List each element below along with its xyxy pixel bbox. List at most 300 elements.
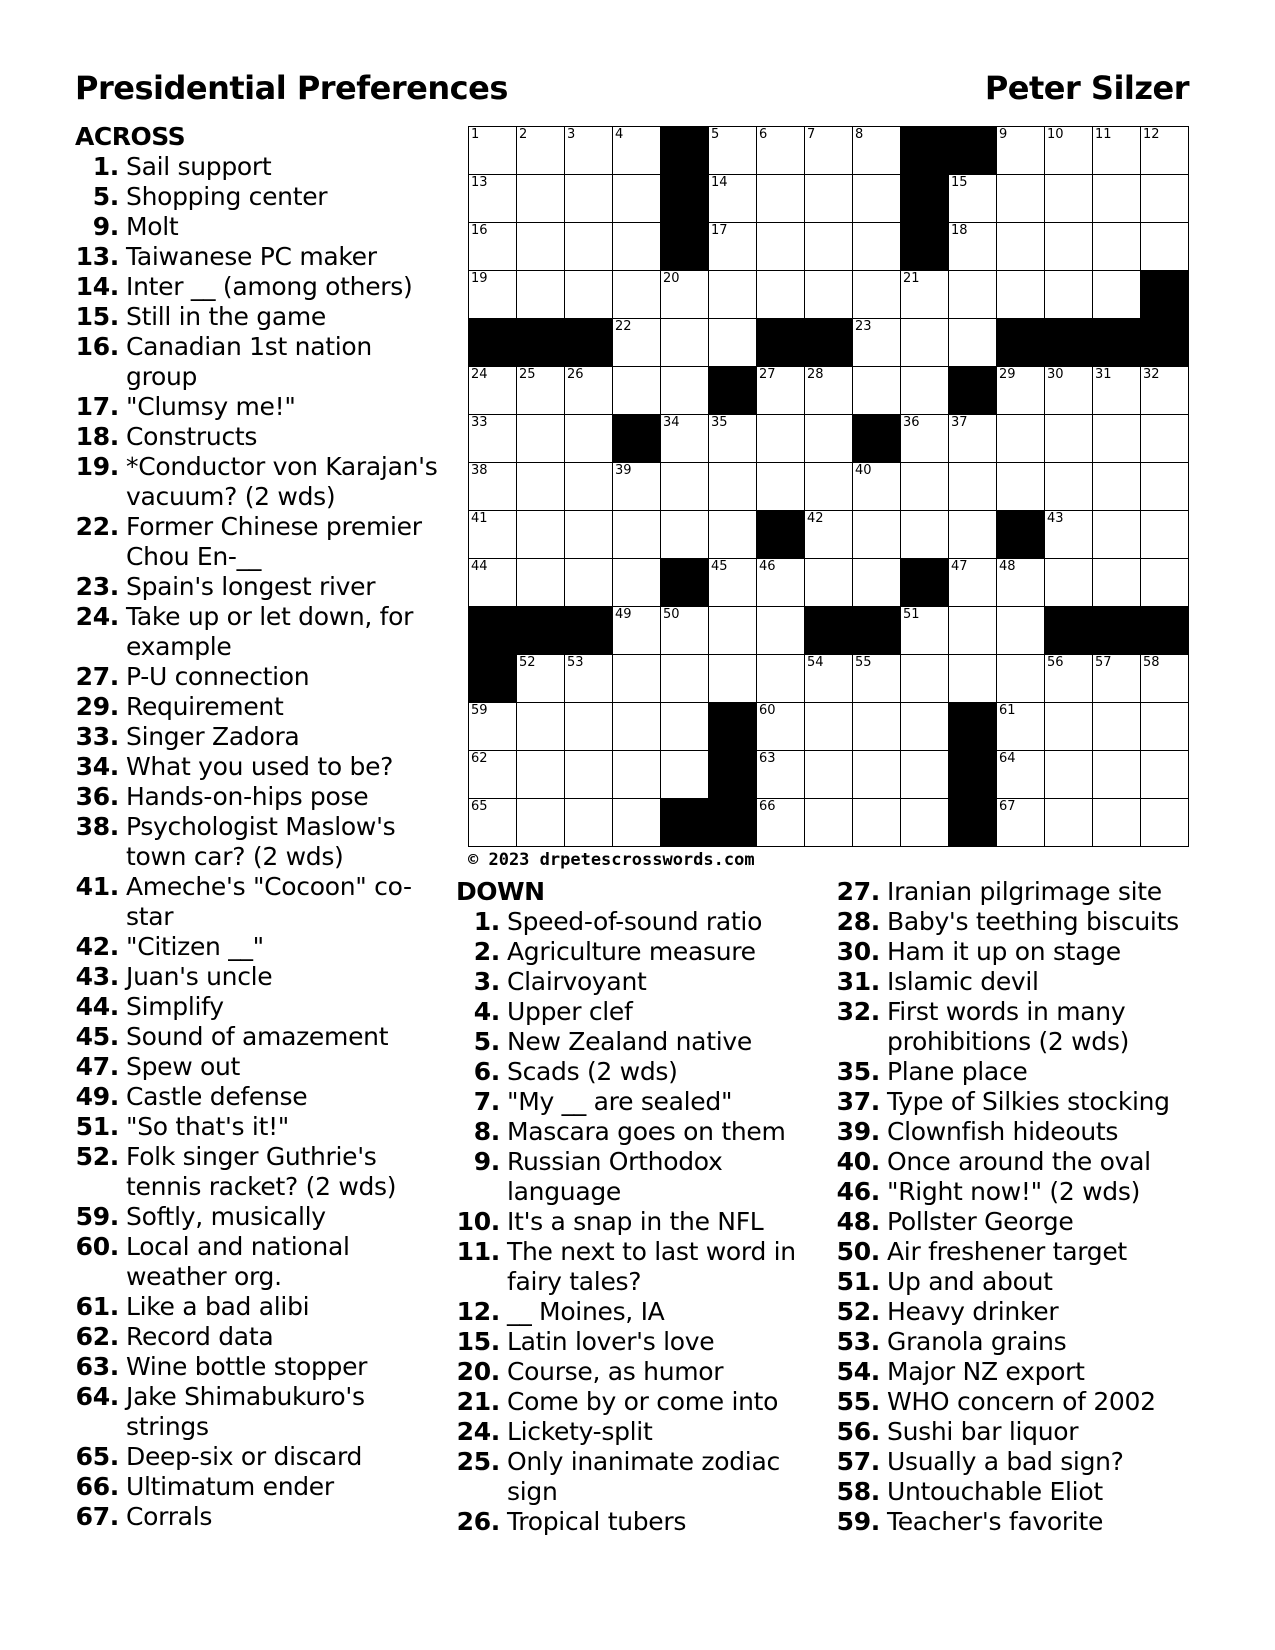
- clue-text: Jake Shimabukuro's strings: [126, 1382, 365, 1441]
- grid-cell[interactable]: [613, 751, 661, 799]
- grid-cell[interactable]: [853, 127, 901, 175]
- cell-number: 29: [999, 367, 1016, 382]
- grid-cell[interactable]: [997, 559, 1045, 607]
- clue-number: 30.: [836, 937, 880, 966]
- grid-cell[interactable]: [805, 463, 853, 511]
- cell-number: 45: [711, 559, 728, 574]
- clue-number: 10.: [456, 1207, 500, 1236]
- grid-cell[interactable]: [709, 319, 757, 367]
- grid-cell[interactable]: [1093, 127, 1141, 175]
- grid-cell[interactable]: [613, 223, 661, 271]
- grid-cell[interactable]: [661, 319, 709, 367]
- grid-cell[interactable]: [1045, 271, 1093, 319]
- clue-text: Teacher's favorite: [887, 1507, 1104, 1536]
- grid-cell[interactable]: [757, 655, 805, 703]
- grid-cell[interactable]: [661, 655, 709, 703]
- grid-cell[interactable]: [517, 223, 565, 271]
- grid-cell[interactable]: [805, 367, 853, 415]
- clue-text: Still in the game: [126, 302, 326, 331]
- grid-cell[interactable]: [1093, 655, 1141, 703]
- clue-item: [456, 1117, 816, 1147]
- grid-cell[interactable]: [901, 607, 949, 655]
- grid-cell[interactable]: [1093, 559, 1141, 607]
- grid-cell[interactable]: [565, 367, 613, 415]
- clue-number: 35.: [836, 1057, 880, 1086]
- clue-text: Former Chinese premier Chou En-__: [126, 512, 422, 571]
- clue-item: [836, 1507, 1206, 1537]
- grid-cell[interactable]: [709, 655, 757, 703]
- grid-cell[interactable]: [901, 703, 949, 751]
- grid-cell[interactable]: [469, 127, 517, 175]
- grid-cell[interactable]: [565, 415, 613, 463]
- grid-cell[interactable]: [565, 175, 613, 223]
- clue-number: 8.: [473, 1117, 500, 1146]
- black-square: [661, 223, 709, 271]
- clue-number: 65.: [75, 1442, 119, 1471]
- cell-number: 6: [759, 127, 768, 142]
- grid-cell[interactable]: [517, 463, 565, 511]
- clue-number: 9.: [92, 212, 119, 241]
- grid-cell[interactable]: [997, 127, 1045, 175]
- clue-number: 34.: [75, 752, 119, 781]
- grid-cell[interactable]: [949, 463, 997, 511]
- clue-number: 11.: [456, 1237, 500, 1266]
- grid-cell[interactable]: [661, 751, 709, 799]
- clue-number: 14.: [75, 272, 119, 301]
- grid-cell[interactable]: [997, 655, 1045, 703]
- grid-cell[interactable]: [1141, 223, 1189, 271]
- cell-number: 21: [903, 271, 920, 286]
- clue-text: Local and national weather org.: [126, 1232, 350, 1291]
- clue-item: [836, 1147, 1206, 1177]
- grid-cell[interactable]: [469, 463, 517, 511]
- grid-cell[interactable]: [517, 703, 565, 751]
- clue-item: [75, 1322, 445, 1352]
- grid-cell[interactable]: [757, 175, 805, 223]
- clue-number: 48.: [836, 1207, 880, 1236]
- grid-cell[interactable]: [1093, 463, 1141, 511]
- cell-number: 28: [807, 367, 824, 382]
- grid-cell[interactable]: [469, 223, 517, 271]
- clue-item: [836, 877, 1206, 907]
- grid-cell[interactable]: [949, 607, 997, 655]
- grid-cell[interactable]: [709, 463, 757, 511]
- grid-cell[interactable]: [469, 559, 517, 607]
- clue-text: P-U connection: [126, 662, 310, 691]
- black-square: [709, 703, 757, 751]
- grid-cell[interactable]: [1045, 127, 1093, 175]
- grid-cell[interactable]: [949, 655, 997, 703]
- clue-item: [75, 182, 445, 212]
- clue-number: 57.: [836, 1447, 880, 1476]
- grid-cell[interactable]: [517, 271, 565, 319]
- clue-item: [75, 1052, 445, 1082]
- grid-cell[interactable]: [1093, 223, 1141, 271]
- grid-cell[interactable]: [517, 751, 565, 799]
- grid-cell[interactable]: [517, 511, 565, 559]
- grid-cell[interactable]: [853, 655, 901, 703]
- grid-cell[interactable]: [1141, 799, 1189, 847]
- grid-cell[interactable]: [757, 703, 805, 751]
- clue-number: 55.: [836, 1387, 880, 1416]
- clue-number: 5.: [92, 182, 119, 211]
- grid-cell[interactable]: [565, 799, 613, 847]
- grid-cell[interactable]: [709, 127, 757, 175]
- grid-cell[interactable]: [709, 607, 757, 655]
- black-square: [709, 367, 757, 415]
- clue-number: 18.: [75, 422, 119, 451]
- grid-cell[interactable]: [949, 319, 997, 367]
- grid-cell[interactable]: [709, 415, 757, 463]
- black-square: [805, 607, 853, 655]
- cell-number: 4: [615, 127, 624, 142]
- cell-number: 23: [855, 319, 872, 334]
- grid-cell[interactable]: [517, 655, 565, 703]
- grid-cell[interactable]: [853, 703, 901, 751]
- grid-cell[interactable]: [661, 607, 709, 655]
- grid-cell[interactable]: [613, 319, 661, 367]
- grid-cell[interactable]: [613, 175, 661, 223]
- clue-text: Hands-on-hips pose: [126, 782, 369, 811]
- grid-cell[interactable]: [1093, 751, 1141, 799]
- grid-cell[interactable]: [757, 127, 805, 175]
- grid-cell[interactable]: [565, 463, 613, 511]
- grid-cell[interactable]: [1141, 127, 1189, 175]
- grid-cell[interactable]: [1045, 223, 1093, 271]
- grid-cell[interactable]: [565, 559, 613, 607]
- grid-cell[interactable]: [805, 655, 853, 703]
- cell-number: 7: [807, 127, 816, 142]
- grid-cell[interactable]: [1093, 415, 1141, 463]
- cell-number: 50: [663, 607, 680, 622]
- clue-number: 3.: [473, 967, 500, 996]
- clue-item: [75, 152, 445, 182]
- grid-cell[interactable]: [757, 559, 805, 607]
- clue-number: 58.: [836, 1477, 880, 1506]
- grid-cell[interactable]: [901, 463, 949, 511]
- clue-text: Like a bad alibi: [126, 1292, 310, 1321]
- grid-cell[interactable]: [901, 799, 949, 847]
- clue-number: 27.: [75, 662, 119, 691]
- clue-text: Castle defense: [126, 1082, 308, 1111]
- clue-item: [456, 1207, 816, 1237]
- clue-number: 36.: [75, 782, 119, 811]
- grid-cell[interactable]: [1045, 703, 1093, 751]
- clue-item: [456, 1327, 816, 1357]
- grid-cell[interactable]: [997, 367, 1045, 415]
- black-square: [1045, 319, 1093, 367]
- grid-cell[interactable]: [1141, 511, 1189, 559]
- grid-cell[interactable]: [757, 799, 805, 847]
- grid-cell[interactable]: [805, 271, 853, 319]
- grid-cell[interactable]: [853, 319, 901, 367]
- black-square: [565, 607, 613, 655]
- grid-cell[interactable]: [1093, 511, 1141, 559]
- black-square: [949, 751, 997, 799]
- clue-number: 31.: [836, 967, 880, 996]
- black-square: [469, 607, 517, 655]
- grid-cell[interactable]: [949, 511, 997, 559]
- cell-number: 66: [759, 799, 776, 814]
- grid-cell[interactable]: [805, 127, 853, 175]
- black-square: [805, 319, 853, 367]
- grid-cell[interactable]: [853, 223, 901, 271]
- grid-cell[interactable]: [613, 127, 661, 175]
- clue-item: [75, 512, 445, 572]
- clue-item: [75, 392, 445, 422]
- grid-cell[interactable]: [517, 175, 565, 223]
- grid-cell[interactable]: [805, 559, 853, 607]
- grid-cell[interactable]: [517, 559, 565, 607]
- grid-cell[interactable]: [901, 415, 949, 463]
- grid-cell[interactable]: [1141, 175, 1189, 223]
- cell-number: 43: [1047, 511, 1064, 526]
- grid-cell[interactable]: [1045, 175, 1093, 223]
- cell-number: 63: [759, 751, 776, 766]
- grid-cell[interactable]: [709, 223, 757, 271]
- black-square: [949, 367, 997, 415]
- grid-cell[interactable]: [1045, 751, 1093, 799]
- clue-item: [456, 1417, 816, 1447]
- grid-cell[interactable]: [517, 127, 565, 175]
- clue-text: Once around the oval: [887, 1147, 1151, 1176]
- black-square: [1093, 319, 1141, 367]
- clue-item: [75, 872, 445, 932]
- grid-cell[interactable]: [469, 799, 517, 847]
- grid-cell[interactable]: [661, 511, 709, 559]
- black-square: [469, 319, 517, 367]
- grid-cell[interactable]: [469, 703, 517, 751]
- grid-cell[interactable]: [1045, 511, 1093, 559]
- clue-text: "Citizen __": [126, 932, 264, 961]
- grid-cell[interactable]: [805, 415, 853, 463]
- grid-cell[interactable]: [661, 367, 709, 415]
- grid-cell[interactable]: [661, 415, 709, 463]
- grid-cell[interactable]: [901, 271, 949, 319]
- grid-cell[interactable]: [997, 751, 1045, 799]
- clue-item: [836, 1237, 1206, 1267]
- grid-cell[interactable]: [613, 799, 661, 847]
- grid-cell[interactable]: [949, 559, 997, 607]
- grid-cell[interactable]: [901, 367, 949, 415]
- clue-number: 1.: [473, 907, 500, 936]
- grid-cell[interactable]: [517, 415, 565, 463]
- grid-cell[interactable]: [709, 511, 757, 559]
- clue-item: [456, 1297, 816, 1327]
- grid-cell[interactable]: [1045, 415, 1093, 463]
- grid-cell[interactable]: [901, 319, 949, 367]
- grid-cell[interactable]: [661, 703, 709, 751]
- grid-cell[interactable]: [1141, 751, 1189, 799]
- grid-cell[interactable]: [949, 271, 997, 319]
- clue-number: 13.: [75, 242, 119, 271]
- grid-cell[interactable]: [997, 175, 1045, 223]
- grid-cell[interactable]: [853, 799, 901, 847]
- grid-cell[interactable]: [709, 271, 757, 319]
- grid-cell[interactable]: [469, 751, 517, 799]
- grid-cell[interactable]: [853, 559, 901, 607]
- clue-item: [836, 1477, 1206, 1507]
- grid-cell[interactable]: [565, 751, 613, 799]
- grid-cell[interactable]: [805, 799, 853, 847]
- cell-number: 65: [471, 799, 488, 814]
- clue-item: [836, 1357, 1206, 1387]
- cell-number: 34: [663, 415, 680, 430]
- cell-number: 11: [1095, 127, 1112, 142]
- grid-cell[interactable]: [901, 511, 949, 559]
- grid-cell[interactable]: [661, 271, 709, 319]
- crossword-grid[interactable]: [468, 126, 1189, 847]
- grid-cell[interactable]: [613, 271, 661, 319]
- grid-cell[interactable]: [901, 751, 949, 799]
- grid-cell[interactable]: [469, 415, 517, 463]
- grid-cell[interactable]: [757, 415, 805, 463]
- cell-number: 26: [567, 367, 584, 382]
- grid-cell[interactable]: [1045, 559, 1093, 607]
- grid-cell[interactable]: [613, 703, 661, 751]
- clue-text: Type of Silkies stocking: [887, 1087, 1170, 1116]
- grid-cell[interactable]: [1141, 559, 1189, 607]
- grid-cell[interactable]: [565, 127, 613, 175]
- cell-number: 64: [999, 751, 1016, 766]
- grid-cell[interactable]: [997, 415, 1045, 463]
- clue-number: 59.: [836, 1507, 880, 1536]
- grid-cell[interactable]: [469, 271, 517, 319]
- grid-cell[interactable]: [1045, 463, 1093, 511]
- grid-cell[interactable]: [997, 607, 1045, 655]
- clue-number: 23.: [75, 572, 119, 601]
- grid-cell[interactable]: [757, 463, 805, 511]
- grid-cell[interactable]: [1093, 799, 1141, 847]
- cell-number: 10: [1047, 127, 1064, 142]
- grid-cell[interactable]: [469, 175, 517, 223]
- grid-cell[interactable]: [613, 511, 661, 559]
- grid-cell[interactable]: [469, 367, 517, 415]
- grid-cell[interactable]: [1141, 703, 1189, 751]
- grid-cell[interactable]: [949, 175, 997, 223]
- clue-number: 12.: [456, 1297, 500, 1326]
- clue-number: 22.: [75, 512, 119, 541]
- grid-cell[interactable]: [853, 511, 901, 559]
- black-square: [1141, 271, 1189, 319]
- clue-number: 20.: [456, 1357, 500, 1386]
- grid-cell[interactable]: [565, 511, 613, 559]
- clue-number: 50.: [836, 1237, 880, 1266]
- grid-cell[interactable]: [853, 367, 901, 415]
- grid-cell[interactable]: [1093, 271, 1141, 319]
- grid-cell[interactable]: [997, 703, 1045, 751]
- cell-number: 18: [951, 223, 968, 238]
- clue-text: Canadian 1st nation group: [126, 332, 372, 391]
- grid-cell[interactable]: [1045, 799, 1093, 847]
- clue-number: 33.: [75, 722, 119, 751]
- grid-cell[interactable]: [613, 655, 661, 703]
- grid-cell[interactable]: [805, 511, 853, 559]
- grid-cell[interactable]: [613, 607, 661, 655]
- cell-number: 19: [471, 271, 488, 286]
- grid-cell[interactable]: [517, 367, 565, 415]
- clue-text: Ham it up on stage: [887, 937, 1121, 966]
- grid-cell[interactable]: [1141, 415, 1189, 463]
- grid-cell[interactable]: [1093, 175, 1141, 223]
- clue-item: [75, 662, 445, 692]
- grid-cell[interactable]: [469, 511, 517, 559]
- grid-cell[interactable]: [661, 463, 709, 511]
- grid-cell[interactable]: [997, 271, 1045, 319]
- grid-cell[interactable]: [949, 223, 997, 271]
- grid-cell[interactable]: [1093, 703, 1141, 751]
- grid-cell[interactable]: [517, 799, 565, 847]
- clue-item: [75, 1442, 445, 1472]
- cell-number: 27: [759, 367, 776, 382]
- grid-cell[interactable]: [1093, 367, 1141, 415]
- grid-cell[interactable]: [805, 175, 853, 223]
- grid-cell[interactable]: [997, 463, 1045, 511]
- grid-cell[interactable]: [853, 463, 901, 511]
- cell-number: 58: [1143, 655, 1160, 670]
- black-square: [1093, 607, 1141, 655]
- grid-cell[interactable]: [613, 367, 661, 415]
- cell-number: 35: [711, 415, 728, 430]
- grid-cell[interactable]: [1045, 655, 1093, 703]
- clue-item: [456, 967, 816, 997]
- grid-cell[interactable]: [853, 175, 901, 223]
- grid-cell[interactable]: [757, 367, 805, 415]
- clue-text: Spew out: [126, 1052, 241, 1081]
- grid-cell[interactable]: [709, 175, 757, 223]
- grid-cell[interactable]: [757, 223, 805, 271]
- grid-cell[interactable]: [949, 415, 997, 463]
- grid-cell[interactable]: [565, 223, 613, 271]
- clue-text: Folk singer Guthrie's tennis racket? (2 wds): [126, 1142, 397, 1201]
- grid-cell[interactable]: [805, 223, 853, 271]
- clue-item: [75, 1112, 445, 1142]
- cell-number: 60: [759, 703, 776, 718]
- grid-cell[interactable]: [565, 703, 613, 751]
- grid-cell[interactable]: [565, 271, 613, 319]
- grid-cell[interactable]: [613, 463, 661, 511]
- cell-number: 9: [999, 127, 1008, 142]
- clue-text: It's a snap in the NFL: [507, 1207, 764, 1236]
- grid-cell[interactable]: [1045, 367, 1093, 415]
- grid-cell[interactable]: [1141, 655, 1189, 703]
- grid-cell[interactable]: [1141, 367, 1189, 415]
- grid-cell[interactable]: [853, 751, 901, 799]
- grid-cell[interactable]: [757, 271, 805, 319]
- grid-cell[interactable]: [757, 751, 805, 799]
- black-square: [661, 559, 709, 607]
- grid-cell[interactable]: [709, 559, 757, 607]
- grid-cell[interactable]: [805, 751, 853, 799]
- grid-cell[interactable]: [1141, 463, 1189, 511]
- grid-cell[interactable]: [853, 271, 901, 319]
- grid-cell[interactable]: [565, 655, 613, 703]
- black-square: [901, 175, 949, 223]
- clue-item: [75, 572, 445, 602]
- clue-text: Speed-of-sound ratio: [507, 907, 763, 936]
- grid-cell[interactable]: [901, 655, 949, 703]
- clue-text: "So that's it!": [126, 1112, 289, 1141]
- grid-cell[interactable]: [757, 607, 805, 655]
- clue-item: [75, 932, 445, 962]
- grid-cell[interactable]: [997, 799, 1045, 847]
- cell-number: 42: [807, 511, 824, 526]
- clue-item: [836, 1117, 1206, 1147]
- clue-text: Russian Orthodox language: [507, 1147, 723, 1206]
- grid-cell[interactable]: [805, 703, 853, 751]
- grid-cell[interactable]: [613, 559, 661, 607]
- grid-cell[interactable]: [997, 223, 1045, 271]
